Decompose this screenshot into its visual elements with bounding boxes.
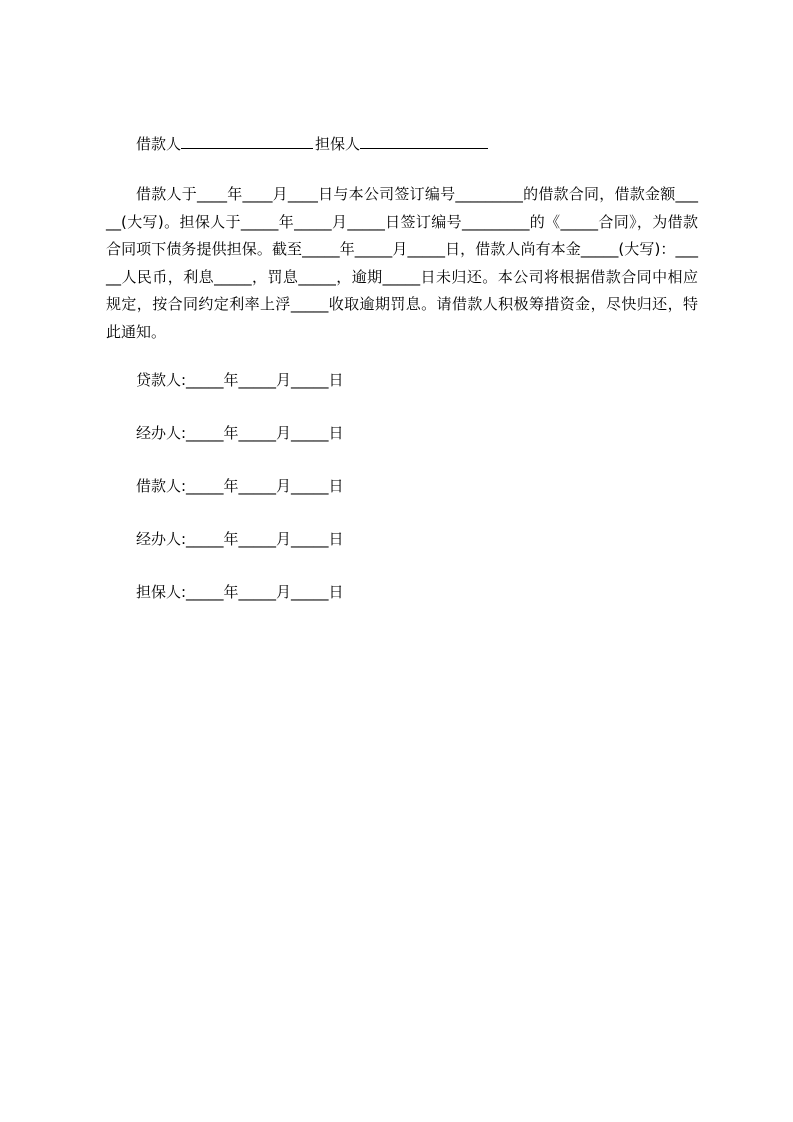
borrower-label: 借款人 — [136, 135, 182, 153]
signature-line-borrower: 借款人:_____年_____月_____日 — [136, 477, 344, 495]
signature-line-handler: 经办人:_____年_____月_____日 — [136, 424, 344, 442]
borrower-blank — [181, 131, 313, 149]
signature-line-guarantor: 担保人:_____年_____月_____日 — [136, 583, 344, 601]
guarantor-blank — [360, 131, 488, 149]
guarantor-label: 担保人 — [315, 135, 361, 153]
signature-list — [136, 370, 344, 635]
header-parties — [136, 131, 490, 154]
signature-line-handler: 经办人:_____年_____月_____日 — [136, 530, 344, 548]
signature-line-lender: 贷款人:_____年_____月_____日 — [136, 371, 344, 389]
notice-paragraph: 借款人于____年____月____日与本公司签订编号_________的借款合同，借款金额_____(大写)。担保人于_____年_____月_____日签订编号_________的《_____合同》，为借款合同项下债务提供担保。截至_____年_____月_____日，借款人尚有本金_____(大写)：_____人民币，利息_____，罚息_____，逾期_____日未归还。本公司将根据借款合同中相应规定，按合同约定利率上浮_____收取逾期罚息。请借款人积极筹措资金，尽快归还，特此通知。 — [106, 185, 698, 341]
